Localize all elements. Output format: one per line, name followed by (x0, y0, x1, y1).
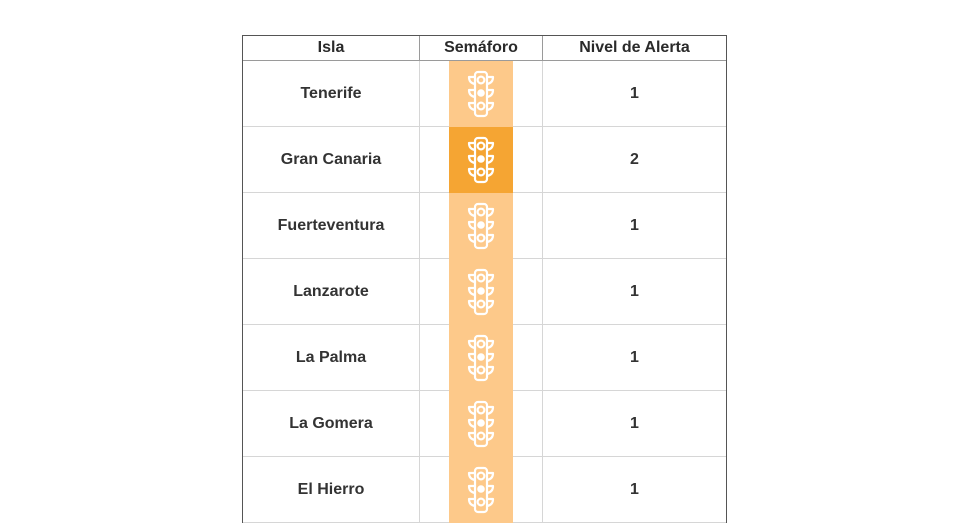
table-row (243, 325, 726, 391)
traffic-light-icon (449, 391, 513, 457)
table-row (243, 259, 726, 325)
alert-level-value: 1 (630, 84, 639, 102)
table-row (243, 457, 726, 523)
island-name: La Gomera (243, 391, 420, 456)
alert-level-value: 1 (630, 216, 639, 234)
alert-level-value: 1 (630, 282, 639, 300)
alert-table (242, 35, 727, 523)
semaphore-cell (420, 457, 543, 522)
island-name: El Hierro (243, 457, 420, 522)
alert-level-value: 2 (630, 150, 639, 168)
traffic-light-icon (449, 61, 513, 127)
header-island: Isla (243, 36, 420, 60)
semaphore-cell (420, 259, 543, 324)
semaphore-cell (420, 391, 543, 456)
island-name: Tenerife (243, 61, 420, 126)
island-name: Gran Canaria (243, 127, 420, 192)
semaphore-cell (420, 127, 543, 192)
alert-level-value: 1 (630, 414, 639, 432)
table-header-row (243, 36, 726, 61)
alert-level-value: 1 (630, 348, 639, 366)
island-name: Fuerteventura (243, 193, 420, 258)
table-body (243, 61, 726, 523)
semaphore-cell (420, 61, 543, 126)
table-row (243, 61, 726, 127)
header-semaphore: Semáforo (420, 36, 543, 60)
traffic-light-icon (449, 127, 513, 193)
table-row (243, 127, 726, 193)
table-row (243, 391, 726, 457)
island-name: Lanzarote (243, 259, 420, 324)
semaphore-cell (420, 325, 543, 390)
island-name: La Palma (243, 325, 420, 390)
traffic-light-icon (449, 193, 513, 259)
traffic-light-icon (449, 259, 513, 325)
alert-level-value: 1 (630, 480, 639, 498)
traffic-light-icon (449, 457, 513, 523)
table-row (243, 193, 726, 259)
header-alert-level: Nivel de Alerta (579, 39, 690, 56)
semaphore-cell (420, 193, 543, 258)
traffic-light-icon (449, 325, 513, 391)
